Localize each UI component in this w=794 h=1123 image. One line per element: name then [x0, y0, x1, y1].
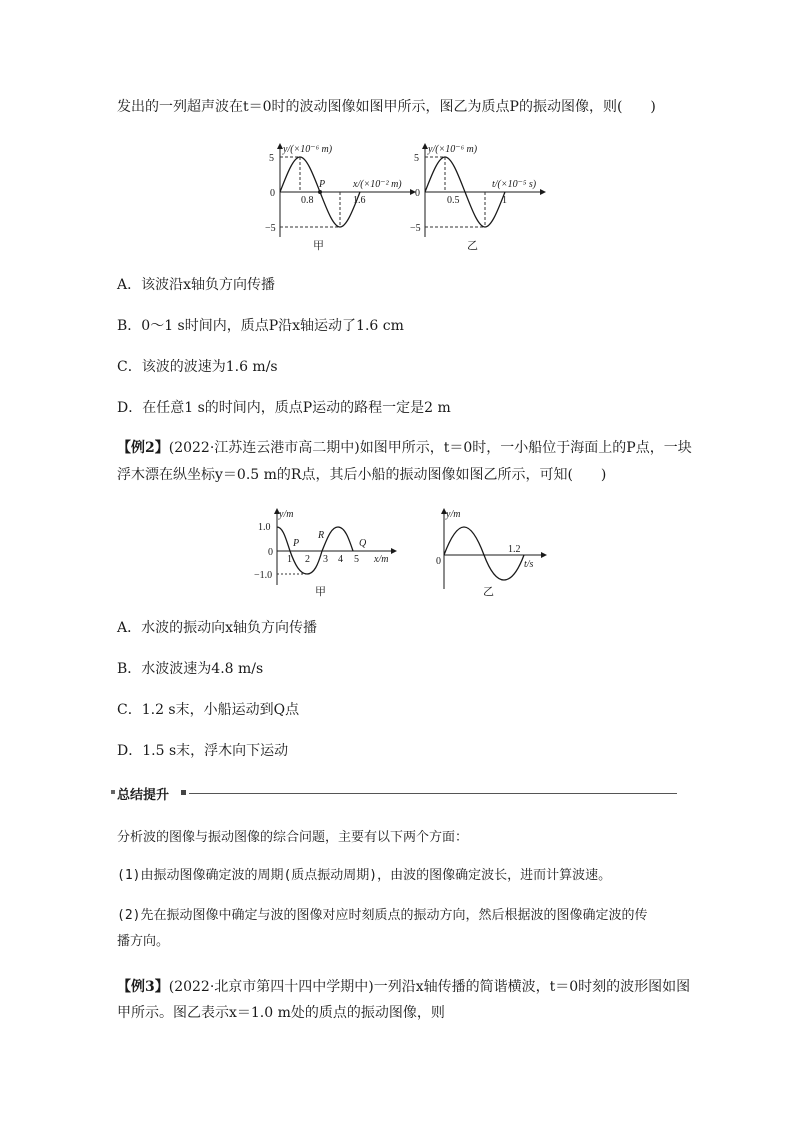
q2a-tick-x-5: 5	[354, 554, 359, 565]
q2-option-d: D．1.5 s末，浮木向下运动	[117, 743, 289, 759]
q2a-tick-x-4: 4	[338, 554, 343, 565]
q2a-point-q: Q	[359, 538, 367, 549]
summary-p3-line2: 播方向。	[117, 934, 170, 949]
q1b-tick-x-0.5: 0.5	[447, 195, 460, 206]
summary-bullet-icon	[111, 790, 115, 794]
q2a-tick-x-2: 2	[305, 554, 310, 565]
q1a-tick-x-1.6: 1.6	[353, 195, 366, 206]
q1b-y-label: y/(×10⁻⁶ m)	[428, 144, 478, 155]
q2a-tick-y-1: 1.0	[258, 522, 271, 533]
q1a-tick-y-5: 5	[269, 153, 274, 164]
q2b-caption: 乙	[483, 586, 494, 598]
summary-p2: (1)由振动图像确定波的周期(质点振动周期)，由波的图像确定波长，进而计算波速。	[117, 868, 612, 883]
q2-figure-a	[250, 505, 400, 600]
q3-tag: 【例3】	[117, 979, 169, 995]
q2b-y-label: y/m	[446, 509, 461, 520]
q2-stem-line2: 浮木漂在纵坐标y＝0.5 m的R点，其后小船的振动图像如图乙所示，可知( )	[117, 467, 607, 483]
q2a-caption: 甲	[315, 586, 326, 598]
summary-divider	[189, 793, 677, 794]
q1a-caption: 甲	[313, 240, 324, 252]
q2-stem-text: (2022·江苏连云港市高二期中)如图甲所示，t＝0时，一小船位于海面上的P点，一块	[168, 440, 692, 456]
q1b-tick-y-0: 0	[415, 188, 420, 199]
q1a-tick-y-neg5: −5	[265, 223, 276, 234]
q1a-point-p: P	[319, 179, 326, 190]
q1b-caption: 乙	[467, 240, 478, 252]
q3-stem-line1	[117, 977, 690, 997]
q1-option-a: A．该波沿x轴负方向传播	[117, 277, 276, 293]
q2a-y-label: y/m	[279, 509, 294, 520]
q2-option-c: C．1.2 s末，小船运动到Q点	[117, 702, 300, 718]
summary-header	[117, 784, 677, 802]
q2-stem-line1	[117, 438, 692, 458]
q2a-point-p: P	[293, 538, 300, 549]
q2a-tick-y-neg1: −1.0	[254, 570, 273, 581]
summary-marker-icon	[181, 790, 186, 795]
q1-option-c: C．该波的波速为1.6 m/s	[117, 359, 278, 375]
q2-tag: 【例2】	[117, 440, 169, 456]
q1b-tick-y-5: 5	[414, 153, 419, 164]
q2-figure-b	[428, 505, 553, 600]
q2a-tick-x-3: 3	[323, 554, 328, 565]
q3-stem-text: (2022·北京市第四十四中学期中)一列沿x轴传播的简谐横波，t＝0时刻的波形图如图	[168, 979, 691, 995]
q1-figure-b	[400, 140, 550, 252]
summary-p1: 分析波的图像与振动图像的综合问题，主要有以下两个方面：	[117, 830, 469, 845]
q2b-origin: 0	[436, 556, 441, 567]
q1a-tick-x-0.8: 0.8	[301, 195, 314, 206]
q2a-point-r: R	[318, 530, 325, 541]
q2a-tick-y-0: 0	[268, 547, 273, 558]
q1b-tick-x-1: 1	[502, 195, 507, 206]
summary-title: 总结提升	[117, 788, 170, 803]
q1a-y-label: y/(×10⁻⁶ m)	[283, 144, 333, 155]
q2b-tick-x: 1.2	[508, 544, 521, 555]
q2b-x-label: t/s	[524, 559, 534, 570]
q2-option-a: A．水波的振动向x轴负方向传播	[117, 620, 318, 636]
q3-stem-line2: 甲所示。图乙表示x＝1.0 m处的质点的振动图像，则	[117, 1005, 445, 1021]
q1a-tick-y-0: 0	[270, 188, 275, 199]
q2-option-b: B．水波波速为4.8 m/s	[117, 661, 264, 677]
q2a-tick-x-1: 1	[287, 554, 292, 565]
q2a-x-label: x/m	[374, 554, 389, 565]
q1-option-b: B．0～1 s时间内，质点P沿x轴运动了1.6 cm	[117, 318, 404, 334]
q1-stem: 发出的一列超声波在t＝0时的波动图像如图甲所示，图乙为质点P的振动图像，则( )	[117, 99, 656, 115]
summary-p3-line1: (2)先在振动图像中确定与波的图像对应时刻质点的振动方向，然后根据波的图像确定波的传	[117, 908, 648, 923]
q1a-x-label: x/(×10⁻² m)	[353, 179, 402, 190]
q1b-tick-y-neg5: −5	[410, 223, 421, 234]
q1-option-d: D．在任意1 s的时间内，质点P运动的路程一定是2 m	[117, 400, 451, 416]
q1b-x-label: t/(×10⁻⁵ s)	[492, 179, 537, 190]
